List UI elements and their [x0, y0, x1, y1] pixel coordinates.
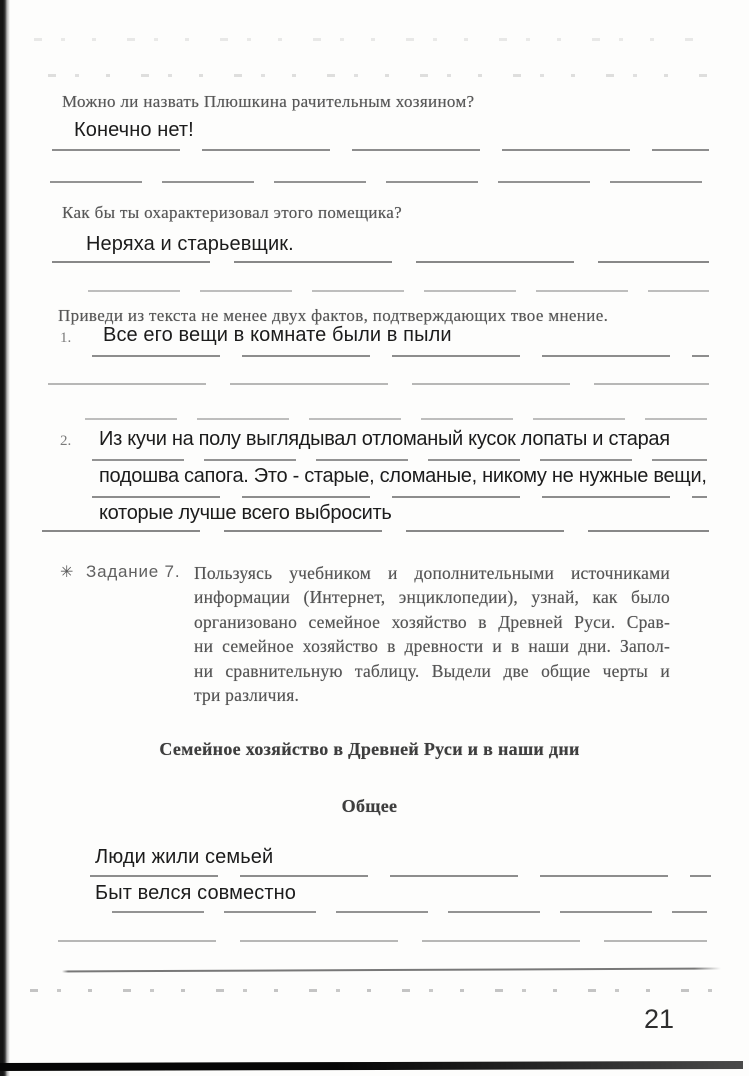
task-text-line: ни семейное хозяйство в древности и в наши дни. Запол-	[194, 636, 670, 657]
comparison-title: Семейное хозяйство в Древней Руси и в наши дни	[159, 739, 580, 759]
scan-edge-left	[0, 0, 10, 1076]
answer-line	[92, 459, 707, 461]
answer-line	[52, 149, 709, 151]
scan-edge-bottom	[0, 1061, 743, 1071]
comparison-answer-1: Люди жили семьей	[95, 846, 274, 868]
task-text-line: три различия.	[194, 685, 300, 706]
fact-item-number: 1.	[60, 330, 72, 346]
fact-item-2-line-1: Из кучи на полу выглядывал отломаный кусок лопаты и старая	[99, 428, 670, 450]
ruled-line	[50, 181, 709, 183]
task-7-label: Задание 7.	[86, 562, 181, 581]
ruled-line	[85, 418, 707, 420]
ruled-line	[48, 383, 709, 385]
answer-line	[90, 875, 711, 877]
task-7-block	[60, 561, 670, 707]
answer-line	[92, 355, 709, 357]
ruled-line	[88, 290, 709, 292]
comparison-answer-2: Быт велся совместно	[95, 882, 296, 904]
answer-line	[92, 496, 707, 498]
scan-noise	[48, 74, 713, 77]
question-1-prompt: Можно ли назвать Плюшкина рачительным хозяином?	[62, 92, 475, 111]
answer-line	[52, 261, 709, 263]
answer-line	[42, 530, 709, 532]
facts-prompt: Приведи из текста не менее двух фактов, подтверждающих твое мнение.	[58, 306, 609, 325]
task-text-line: организовано семейное хозяйство в Древней Руси. Срав-	[194, 611, 670, 632]
task-text-line: ни сравнительную таблицу. Выдели две общие черты и	[194, 660, 670, 681]
footer-rule	[58, 968, 721, 973]
comparison-section-heading: Общее	[341, 796, 398, 816]
task-text-line: информации (Интернет, энциклопедии), узнай, как было	[194, 587, 670, 608]
question-2-answer: Неряха и старьевщик.	[86, 233, 294, 255]
fact-item-1-text: Все его вещи в комнате были в пыли	[103, 324, 452, 346]
answer-line	[112, 911, 707, 913]
ruled-line	[58, 940, 707, 942]
asterisk-icon: ✳	[60, 564, 74, 581]
fact-item-2-line-2: подошва сапога. Это - старые, сломаные, никому не нужные вещи,	[99, 465, 707, 487]
fact-item-2-line-3: которые лучше всего выбросить	[99, 502, 392, 524]
question-1-answer: Конечно нет!	[74, 119, 194, 141]
task-7-text	[194, 561, 670, 707]
question-2-prompt: Как бы ты охарактеризовал этого помещика?	[62, 203, 402, 222]
page-number: 21	[644, 1004, 675, 1034]
fact-item-number: 2.	[60, 433, 72, 449]
scan-noise	[34, 38, 709, 41]
task-text-line: Пользуясь учебником и дополнительными источниками	[194, 563, 670, 583]
scan-noise	[30, 989, 715, 992]
